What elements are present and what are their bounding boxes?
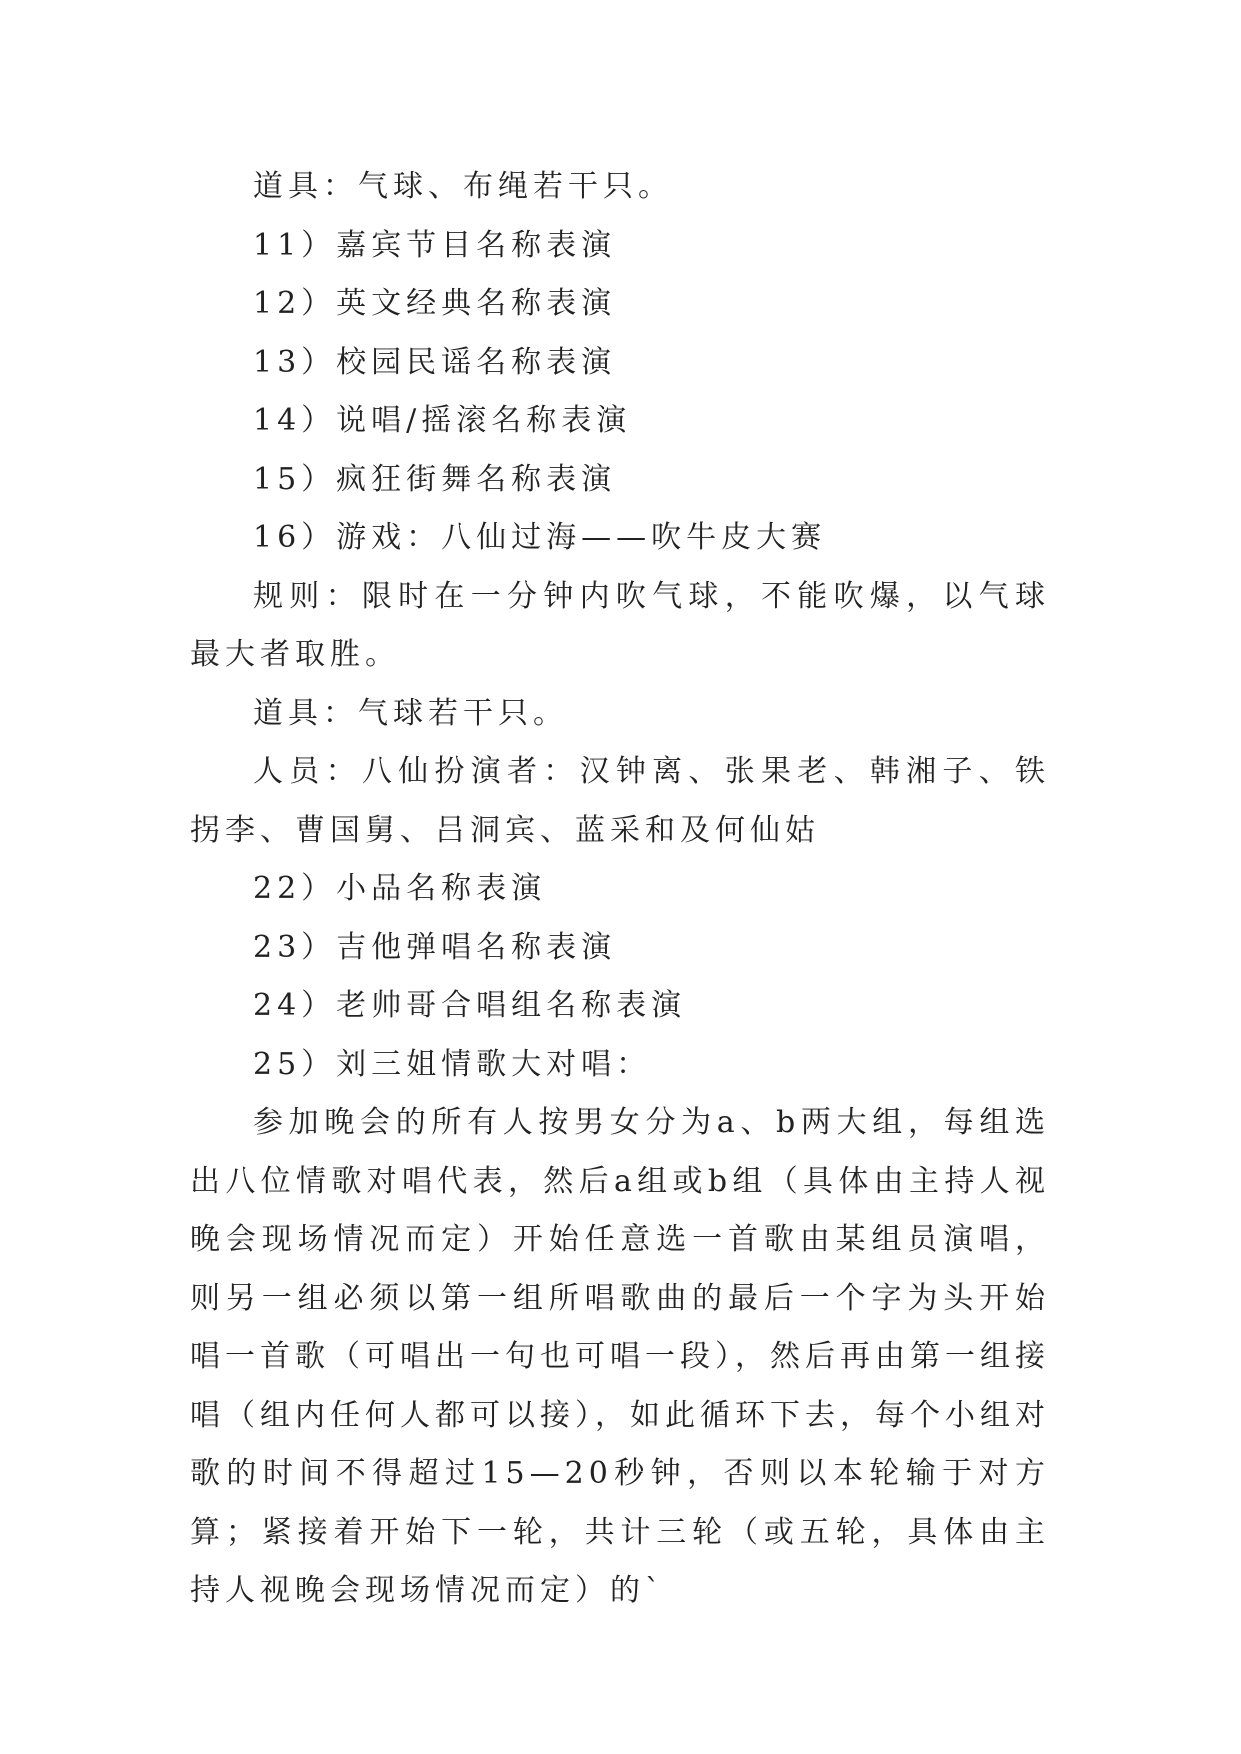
paragraph-props-balloons-ropes: 道具：气球、布绳若干只。 [253, 169, 673, 204]
program-item-16: 16）游戏：八仙过海——吹牛皮大赛 [253, 520, 827, 555]
document-body [190, 158, 1050, 1621]
program-item-11: 11）嘉宾节目名称表演 [253, 227, 617, 263]
program-item-14: 14）说唱/摇滚名称表演 [253, 403, 632, 438]
program-item-25: 25）刘三姐情歌大对唱： [253, 1046, 652, 1082]
program-item-13: 13）校园民谣名称表演 [253, 344, 617, 380]
program-item-22: 22）小品名称表演 [253, 871, 547, 906]
paragraph-props-balloons: 道具：气球若干只。 [253, 695, 568, 731]
program-item-24: 24）老帅哥合唱组名称表演 [253, 988, 687, 1023]
paragraph-cast: 人员：八仙扮演者：汉钟离、张果老、韩湘子、铁拐李、曹国舅、吕洞宾、蓝采和及何仙姑 [190, 754, 1050, 848]
paragraph-duet-rules: 参加晚会的所有人按男女分为a、b两大组，每组选出八位情歌对唱代表，然后a组或b组（具体由主持人视晚会现场情况而定）开始任意选一首歌由某组员演唱，则另一组必须以第一组所唱歌曲的最后一个字为头开始唱一首歌（可唱出一句也可唱一段），然后再由第一组接唱（组内任何人都可以接），如此循环下去，每个小组对歌的时间不得超过15—20秒钟，否则以本轮输于对方算；紧接着开始下一轮，共计三轮（或五轮，具体由主持人视晚会现场情况而定）的` [190, 1105, 1050, 1608]
program-item-12: 12）英文经典名称表演 [253, 286, 617, 321]
program-item-23: 23）吉他弹唱名称表演 [253, 929, 617, 965]
paragraph-rules: 规则：限时在一分钟内吹气球，不能吹爆，以气球最大者取胜。 [190, 578, 1050, 672]
program-item-15: 15）疯狂街舞名称表演 [253, 461, 617, 497]
